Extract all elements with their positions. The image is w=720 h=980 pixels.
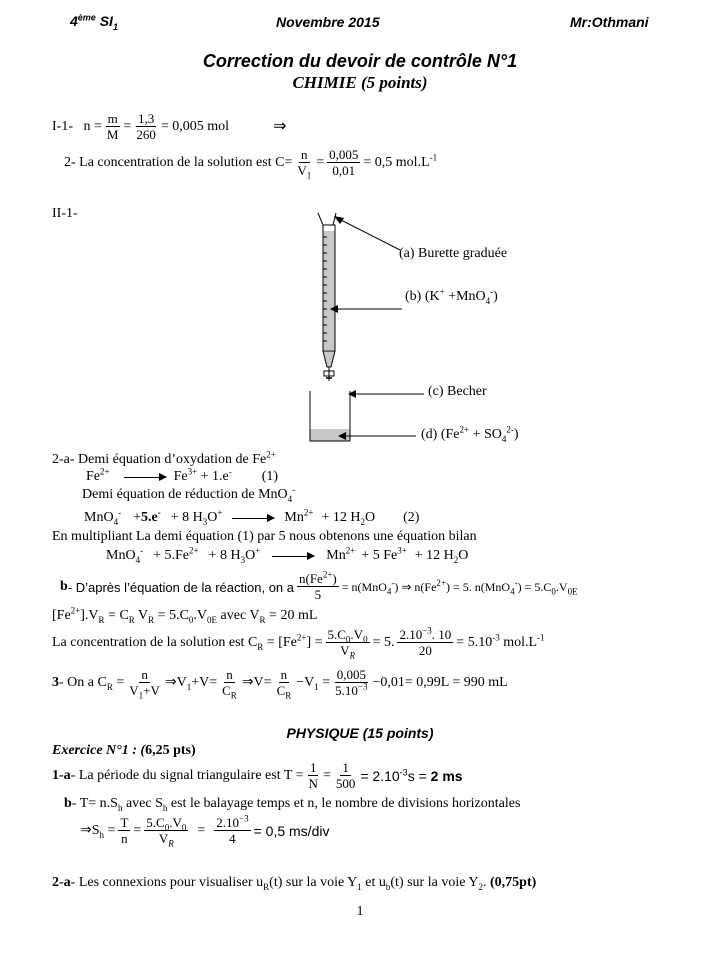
multiply-text: En multipliant La demi équation (1) par 5 nous obtenons une équation bilan xyxy=(52,529,477,544)
label-solution: (d) $(Fe^{2+} + SO_4^{2-})$ xyxy=(421,424,519,444)
physique-title: PHYSIQUE (15 points) xyxy=(286,725,434,741)
question-2: 2- La concentration de la solution est C= $\frac{n}{V_1}$ = $\frac{0,005}{0,01}$ = 0,5 $mol.L^{-1}$ xyxy=(64,147,438,181)
label-becher: (c) Becher xyxy=(428,384,487,399)
physique-1b: b- $T= n.S_h$ avec $S_h$ est le balayage temps et n, le nombre de divisions horizontales xyxy=(64,796,521,813)
label-burette: (a) Burette graduée xyxy=(399,246,508,261)
question-II-label: II-1- xyxy=(52,206,78,221)
exercice-1-heading: Exercice N°1 : (6,25 pts) xyxy=(52,743,196,758)
reduction-heading: Demi équation de réduction de MnO$_4$- xyxy=(82,484,296,504)
titration-diagram xyxy=(290,205,550,445)
header-author: Mr:Othmani xyxy=(570,14,649,30)
question-2a-heading: 2-a- Demi équation d’oxydation de $Fe^{2+}$ xyxy=(52,449,276,467)
page-number: 1 xyxy=(356,904,364,919)
label-permanganate: (b) (K+ +MnO$_4$-) xyxy=(405,286,498,306)
header-date: Novembre 2015 xyxy=(276,14,380,30)
question-3: 3 - On a $C_R$ = $\frac{n}{V_1+V}$ $\Rightarrow V_1+V=$ $\frac{n}{C_R}$ ⇒V= $\frac{n}{C_R}$ $-V_1$ = $\frac{0,005}{5.10^{-3}}$ −0,01= 0,99L = 990 mL xyxy=(52,667,508,701)
sweep-calculation: $\Rightarrow S_h$ = $\frac{T}{n}$ = $\frac{5.C_0.V_0}{V_R}$ = $\frac{2.10^{-3}}{4}$ = 0,5 ms/div xyxy=(80,813,330,849)
reaction-arrow-icon xyxy=(232,518,274,519)
question-2b: b - D’après l’équation de la réaction, on a $\frac{n(Fe^{2+})}{5}$ = n(MnO$_4$-) ⇒ $n(Fe^{2+}) = 5$. $n(MnO_4^-) = 5.C_0.V_{0E}$ xyxy=(60,569,578,603)
oxidation-equation: $Fe^{2+}$ $Fe^{3+} + 1.e^-$ (1) xyxy=(86,466,279,484)
implies-icon: ⇒ xyxy=(273,118,287,136)
question-1: I-1- n = $\frac{m}{M}$ = $\frac{1,3}{260}$ = 0,005 mol ⇒ xyxy=(52,111,287,143)
concentration-cr: La concentration de la solution est $C_R = [Fe^{2+}]$ = $\frac{5.C_0.V_0}{V_R}$ = 5. $\frac{2.10^{-3}. 10}{20}$ = $5.10^{-3}$ $mol.L^{-1}$ xyxy=(52,625,545,661)
reaction-arrow-icon xyxy=(124,477,166,478)
page-title: Correction du devoir de contrôle N°1 xyxy=(202,51,518,71)
fe-volume-relation: $[Fe^{2+}].V_R = C_R$ $V_R = 5.C_0.V_{0E}$ avec $V_R = 20$ mL xyxy=(52,605,318,625)
physique-1a: 1-a - La période du signal triangulaire est T = $\frac{1}{N}$ = $\frac{1}{500}$ = $2.10^{-3}s = 2$ ms xyxy=(52,760,463,792)
reaction-arrow-icon xyxy=(272,556,314,557)
header-class: 4ème $SI_1$ xyxy=(70,12,118,32)
reduction-equation: MnO$_4$- + 5.e- + 8 $H_3O^+$ $Mn^{2+}$ + 12 $H_2O$ (2) xyxy=(84,507,420,527)
page-subtitle: CHIMIE (5 points) xyxy=(292,73,428,92)
balance-equation: MnO$_4$- + $5.Fe^{2+}$ + 8 $H_3O^+$ $Mn^{2+}$ + 5 $Fe^{3+}$ + 12 $H_2O$ xyxy=(106,545,469,565)
physique-2a: 2-a- Les connexions pour visualiser $u_R(t)$ sur la voie $Y_1$ et $u_b(t)$ sur la voie $Y_2$. (0,75pt) xyxy=(52,875,537,892)
